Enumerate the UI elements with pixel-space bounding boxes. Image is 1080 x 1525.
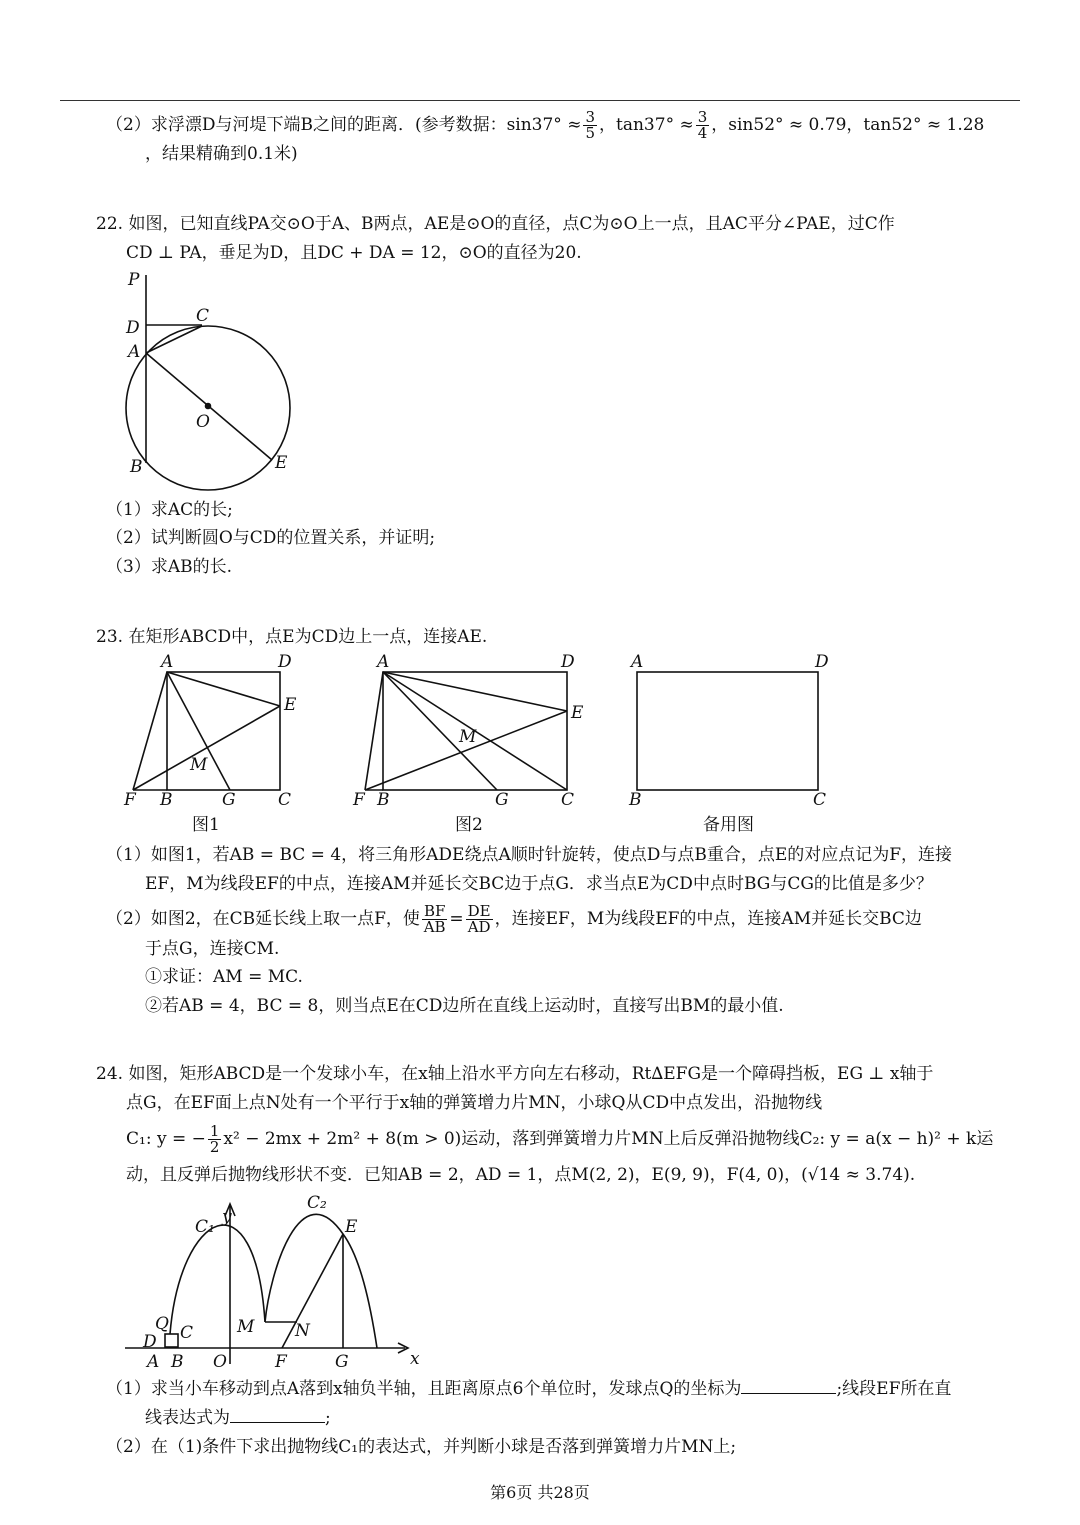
- parabola-c2: [265, 1214, 377, 1348]
- caption-spare: 备用图: [703, 815, 754, 835]
- q23-part2-i: ①求证：AM = MC.: [145, 967, 303, 987]
- q24-part1-line1: （1）求当小车移动到点A落到x轴负半轴，且距离原点6个单位时，发球点Q的坐标为 ;线段EF所在直: [106, 1379, 952, 1399]
- label-m-fig1: M: [190, 755, 208, 775]
- label-m: M: [237, 1317, 255, 1337]
- label-d-fig1: D: [278, 652, 292, 672]
- q23-figure1: [120, 650, 305, 835]
- q23-part1-line1: （1）如图1，若AB = BC = 4，将三角形ADE绕点A顺时针旋转，使点D与点B重合，点E的对应点记为F，连接: [106, 845, 953, 865]
- segment-af-fig2: [365, 672, 383, 790]
- q22-stem-line2: CD ⊥ PA，垂足为D，且DC + DA = 12，⊙O的直径为20.: [126, 243, 582, 263]
- label-c: C: [180, 1323, 194, 1343]
- label-o: O: [196, 412, 210, 432]
- q23-part2-ii: ②若AB = 4，BC = 8，则当点E在CD边所在直线上运动时，直接写出BM的最小值.: [145, 996, 784, 1016]
- label-g: G: [335, 1352, 349, 1372]
- label-a: A: [128, 342, 141, 362]
- label-c: C: [196, 306, 210, 326]
- label-b-fig1: B: [160, 790, 173, 810]
- label-b: B: [130, 457, 143, 477]
- answer-blank-ef[interactable]: [230, 1406, 325, 1423]
- label-n: N: [295, 1321, 310, 1341]
- q22-stem-line1: 22. 如图，已知直线PA交⊙O于A、B两点，AE是⊙O的直径，点C为⊙O上一点，且AC平分∠PAE，过C作: [96, 214, 895, 234]
- label-f-fig2: F: [353, 790, 365, 810]
- label-y: y: [222, 1207, 232, 1227]
- label-a-fig2: A: [377, 652, 390, 672]
- answer-blank-q[interactable]: [741, 1377, 836, 1394]
- q24-part2: （2）在（1)条件下求出抛物线C₁的表达式，并判断小球是否落到弹簧增力片MN上;: [106, 1437, 737, 1457]
- header-rule: [60, 100, 1020, 101]
- q22-part1: （1）求AC的长;: [106, 500, 233, 520]
- label-a-fig1: A: [161, 652, 174, 672]
- caption-fig1: 图1: [192, 815, 220, 835]
- segment-fe: [282, 1234, 343, 1348]
- q22-part3: （3）求AB的长.: [106, 557, 232, 577]
- q23-figure2: [345, 650, 595, 835]
- label-d-fig2: D: [561, 652, 575, 672]
- label-c-spare: C: [813, 790, 827, 810]
- segment-ac: [146, 326, 202, 353]
- segment-ae-fig1: [167, 672, 280, 706]
- label-c1: C₁: [195, 1217, 215, 1237]
- label-b-fig2: B: [377, 790, 390, 810]
- label-e: E: [345, 1217, 358, 1237]
- segment-af-fig1: [133, 672, 167, 790]
- segment-fe-fig1: [133, 706, 280, 790]
- fraction-1-2: $\frac{1}{2}$: [209, 1122, 220, 1156]
- segment-ag-fig2: [383, 672, 497, 790]
- label-a-spare: A: [631, 652, 644, 672]
- q23-part1-line2: EF，M为线段EF的中点，连接AM并延长交BC边于点G．求当点E为CD中点时BG与CG的比值是多少？: [145, 874, 933, 894]
- label-f: F: [275, 1352, 287, 1372]
- label-d-spare: D: [815, 652, 829, 672]
- q24-parabola-figure: [125, 1192, 425, 1372]
- label-c-fig2: C: [561, 790, 575, 810]
- label-x: x: [410, 1349, 420, 1369]
- segment-fe-fig2: [365, 711, 567, 790]
- q21-part2-line1: （2）求浮漂D与河堤下端B之间的距离．(参考数据：sin37° ≈ $\frac{3}{5}$ ，tan37° ≈ $\frac{3}{4}$ ，sin52° ≈ 0.79，tan52° ≈ 1.28: [106, 108, 985, 142]
- label-c2: C₂: [307, 1193, 327, 1213]
- label-e-fig1: E: [284, 695, 297, 715]
- center-point: [206, 404, 211, 409]
- label-c-fig1: C: [278, 790, 292, 810]
- label-d: D: [126, 318, 140, 338]
- caption-fig2: 图2: [455, 815, 483, 835]
- q24-stem-line4: 动，且反弹后抛物线形状不变．已知AB = 2，AD = 1，点M(2, 2)，E(9, 9)，F(4, 0)，(√14 ≈ 3.74).: [126, 1165, 916, 1185]
- label-d: D: [143, 1332, 157, 1352]
- launcher-rect: [165, 1334, 178, 1347]
- fraction-bf-ab: $\frac{BF}{AB}$: [423, 902, 446, 936]
- q21-part2-line2: ，结果精确到0.1米): [145, 144, 298, 164]
- label-m-fig2: M: [459, 727, 477, 747]
- label-q: Q: [155, 1314, 169, 1334]
- q24-stem-line3: C₁: y = − $\frac{1}{2}$ x² − 2mx + 2m² + 8(m > 0)运动，落到弹簧增力片MN上后反弹沿抛物线C₂: y = a(x − h)² + k运: [126, 1122, 994, 1156]
- q23-part2-line1: （2）如图2，在CB延长线上取一点F，使 $\frac{BF}{AB}$ = $\frac{DE}{AD}$ ，连接EF，M为线段EF的中点，连接AM并延长交BC边: [106, 902, 922, 936]
- q22-circle-figure: [120, 265, 300, 480]
- page-footer: 第6页 共28页: [490, 1483, 590, 1502]
- label-b-spare: B: [629, 790, 642, 810]
- label-g-fig1: G: [222, 790, 236, 810]
- rect-abcd-spare: [637, 672, 818, 790]
- label-g-fig2: G: [495, 790, 509, 810]
- q23-part2-line2: 于点G，连接CM.: [145, 939, 280, 959]
- fraction-de-ad: $\frac{DE}{AD}$: [467, 902, 491, 936]
- label-a: A: [147, 1352, 160, 1372]
- q23-stem: 23. 在矩形ABCD中，点E为CD边上一点，连接AE.: [96, 627, 488, 647]
- label-e: E: [275, 453, 288, 473]
- label-f-fig1: F: [124, 790, 136, 810]
- q24-stem-line1: 24. 如图，矩形ABCD是一个发球小车，在x轴上沿水平方向左右移动，Rt∆EFG是一个障碍挡板，EG ⊥ x轴于: [96, 1064, 934, 1084]
- q23-spare-figure: [625, 650, 835, 835]
- fraction-3-4: $\frac{3}{4}$: [697, 108, 708, 142]
- label-b: B: [171, 1352, 184, 1372]
- fraction-3-5: $\frac{3}{5}$: [585, 108, 596, 142]
- label-p: P: [128, 270, 140, 290]
- q22-part2: （2）试判断圆O与CD的位置关系，并证明;: [106, 528, 436, 548]
- segment-ae-fig2: [383, 672, 567, 711]
- q24-stem-line2: 点G，在EF面上点N处有一个平行于x轴的弹簧增力片MN，小球Q从CD中点发出，沿抛物线: [126, 1093, 823, 1113]
- label-e-fig2: E: [571, 703, 584, 723]
- q24-part1-line2: 线表达式为 ;: [145, 1408, 331, 1428]
- label-o: O: [213, 1352, 227, 1372]
